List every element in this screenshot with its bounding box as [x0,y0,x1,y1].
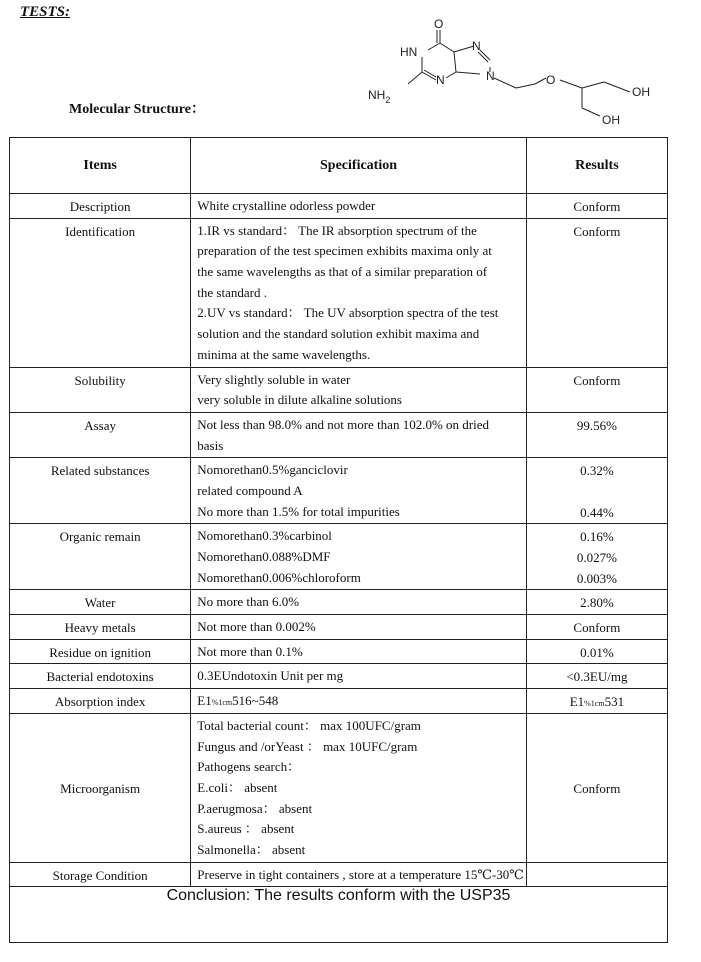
spec-line: Nomorethan0.088%DMF [197,549,331,564]
atom-nh2 [368,88,390,105]
row-result [526,412,667,457]
molecular-structure-label [69,98,205,118]
row-item-text: Identification [65,223,136,239]
result-line: 0.32% [580,463,614,479]
absorption-result-prefix: E1 [569,694,585,710]
row-item-text: Storage Condition [52,867,148,883]
row-item [10,524,191,590]
row-spec [191,639,527,664]
absorption-spec-sub: %1cm [211,698,233,708]
row-item [10,458,191,524]
row-spec [191,194,527,219]
spec-line: Very slightly soluble in water [197,371,351,387]
result-line [527,482,667,503]
row-item-text: Solubility [74,372,126,388]
table-row-storage [10,862,668,887]
atom-oh-1: OH [632,85,650,99]
table-row [10,412,668,457]
micro-spec-line: Fungus and /orYeast ： max 10UFC/gram [197,738,418,754]
result-line: 0.027% [576,550,617,565]
table-row [10,524,668,590]
row-item [10,862,191,887]
spec-line: No more than 1.5% for total impurities [197,503,400,519]
table-row [10,664,668,689]
spec-line: minima at the same wavelengths. [197,346,371,362]
row-result [526,689,667,714]
table-row [10,590,668,615]
result-line: <0.3EU/mg [566,669,628,685]
spec-line: 0.3EUndotoxin Unit per mg [197,668,344,684]
atom-nh2-label: NH [368,88,386,102]
spec-line: Nomorethan0.5%ganciclovir [197,462,348,478]
result-line: Conform [573,199,621,214]
absorption-result-sub: %1cm [584,699,605,709]
result-line: 0.01% [580,644,614,660]
spec-line: Nomorethan0.006%chloroform [197,569,361,585]
result-line: 0.003% [576,570,617,586]
spec-line: 1.IR vs standard： The IR absorption spectrum of the [197,222,477,238]
row-spec [191,664,527,689]
atom-o-top: O [434,17,444,31]
table-row-microorganism [10,713,668,862]
row-item: Microorganism [10,713,191,862]
result-line: Conform [573,223,621,239]
result-line: Conform [573,620,621,636]
atom-o-chain: O [546,73,556,87]
row-item [10,367,191,412]
row-result [526,524,667,590]
row-result [526,590,667,615]
row-item-text: Organic remain [59,529,141,545]
spec-line: the same wavelengths as that of a similar preparation of [197,264,488,280]
tests-title: TESTS: [20,4,71,20]
row-item-text: Assay [84,417,117,433]
absorption-spec-line [197,691,526,712]
spec-line: Nomorethan0.3%carbinol [197,528,332,544]
result-line: 99.56% [576,417,617,433]
table-row-absorption [10,689,668,714]
table-row-conclusion [10,887,668,943]
spec-line: Not less than 98.0% and not more than 102.0% on dried [197,416,489,432]
spec-line: the standard . [197,284,267,300]
micro-spec-line: Salmonella： absent [197,841,306,857]
header-results: Results [526,138,667,194]
result-line: Conform [573,372,621,388]
row-result [526,615,667,640]
spec-line: No more than 6.0% [197,594,300,610]
row-item-text: Absorption index [54,694,146,710]
row-result [526,862,667,887]
atom-n2: N [436,73,445,87]
row-item [10,218,191,367]
table-row [10,615,668,640]
table-row [10,367,668,412]
table-tail [10,689,668,943]
result-line: 0.44% [580,504,614,520]
table-header-row [10,138,668,194]
row-spec [191,367,527,412]
molecular-structure-label-text: Molecular Structure： [69,102,205,117]
table-row [10,218,668,367]
spec-line: very soluble in dilute alkaline solutions [197,392,402,408]
absorption-result-value: 531 [604,694,625,710]
row-item [10,194,191,219]
table-row [10,194,668,219]
row-result [526,639,667,664]
row-result [526,218,667,367]
row-item [10,412,191,457]
micro-spec-line: P.aerugmosa： absent [197,800,313,816]
row-item-text: Water [84,595,116,611]
row-item-text: Related substances [50,463,150,479]
row-spec [191,524,527,590]
micro-spec-line: E.coli： absent [197,779,278,795]
row-spec [191,218,527,367]
row-spec [191,458,527,524]
atom-nh2-subscript: 2 [385,95,391,105]
spec-line: related compound A [197,482,303,498]
spec-line: White crystalline odorless powder [197,198,376,213]
row-item-text: Bacterial endotoxins [46,669,154,685]
row-item [10,590,191,615]
conclusion: Conclusion: The results conform with the USP35 [10,887,668,943]
micro-spec-line: Pathogens search： [197,759,301,775]
table-body [10,194,668,689]
absorption-result-line [527,692,667,713]
row-spec [191,862,527,887]
micro-spec-line: Total bacterial count： max 100UFC/gram [197,717,421,733]
row-result: Conform [526,713,667,862]
atom-hn: HN [400,45,418,59]
row-spec [191,615,527,640]
micro-spec-line: S.aureus ： absent [197,821,295,837]
header-specification: Specification [191,138,527,194]
atom-n1: N [472,39,481,53]
table-row [10,458,668,524]
row-result [526,458,667,524]
spec-line: preparation of the test specimen exhibits maxima only at [197,243,492,259]
row-item [10,664,191,689]
row-spec [191,689,527,714]
spec-line: Not more than 0.002% [197,619,316,635]
molecular-structure-diagram [360,12,680,132]
specification-table [9,137,668,943]
storage-spec-line: Preserve in tight containers , store at a temperature 15℃-30℃ [197,866,524,882]
row-spec [191,590,527,615]
spec-line: basis [197,437,224,453]
row-item-text: Heavy metals [64,620,136,636]
row-item-text: Residue on ignition [49,644,152,660]
row-result [526,664,667,689]
spec-line: Not more than 0.1% [197,643,303,659]
row-item [10,639,191,664]
result-line: 0.16% [580,529,614,545]
absorption-spec-prefix: E1 [197,693,212,709]
header-items: Items [10,138,191,194]
row-item [10,689,191,714]
atom-n3: N [486,69,495,83]
row-result [526,194,667,219]
row-spec [191,412,527,457]
row-item [10,615,191,640]
row-item-text: Description [69,199,131,214]
result-line: 2.80% [580,595,614,611]
spec-line: solution and the standard solution exhibit maxima and [197,326,480,342]
spec-line: 2.UV vs standard： The UV absorption spectra of the test [197,305,499,321]
row-result [526,367,667,412]
absorption-spec-value: 516~548 [232,693,279,709]
atom-oh-2: OH [602,113,620,127]
row-spec [191,713,527,862]
table-row [10,639,668,664]
